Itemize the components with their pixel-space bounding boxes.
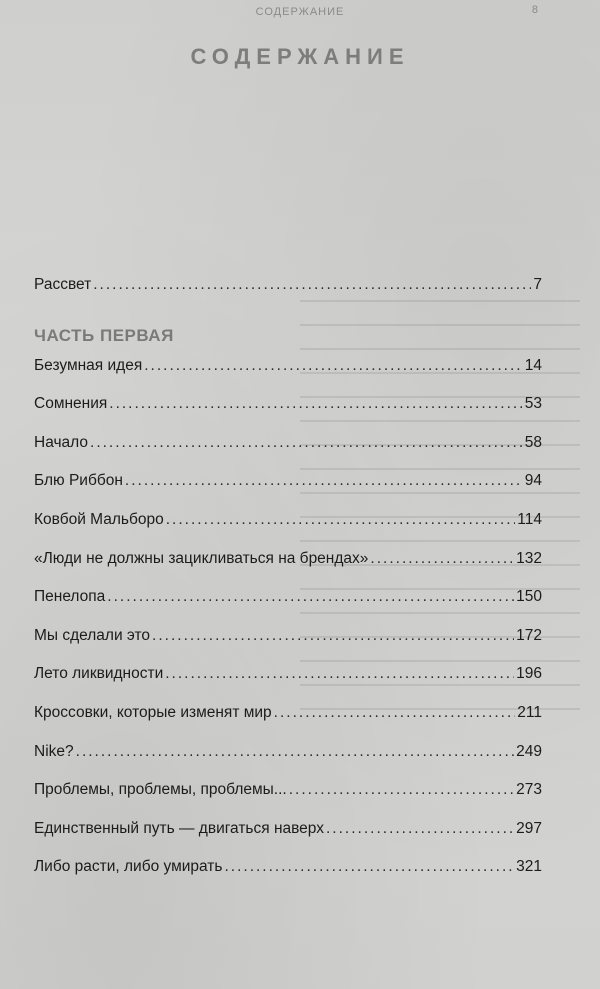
leader-dots (166, 511, 516, 529)
toc-entry-dawn (34, 276, 542, 315)
leader-dots (152, 627, 514, 645)
toc-entry-label: Сомнения (34, 395, 108, 413)
toc-entry-page: 7 (533, 276, 542, 293)
toc-entry-page: 132 (516, 549, 542, 567)
toc-entry-page: 14 (524, 356, 542, 374)
toc-entry (34, 588, 542, 627)
toc-entry-label: Либо расти, либо умирать (34, 858, 223, 876)
toc-entry (34, 357, 542, 396)
page-title: СОДЕРЖАНИЕ (190, 44, 410, 69)
toc-entry-label: Единственный путь — двигаться наверх (34, 819, 324, 837)
toc-entry-page: 172 (516, 626, 542, 644)
toc-entry-label: Мы сделали это (34, 626, 151, 644)
leader-dots (76, 743, 514, 761)
toc-entry-label: Пенелопа (34, 588, 106, 606)
toc-entry (34, 511, 542, 550)
toc-entry-label: Безумная идея (34, 356, 143, 374)
toc-entry-page: 94 (524, 472, 542, 490)
running-head: СОДЕРЖАНИЕ (255, 6, 345, 18)
toc-entry-label: Nike? (34, 742, 74, 760)
leader-dots (90, 434, 523, 452)
toc-entry-page: 114 (517, 510, 542, 528)
toc-entry-label: Блю Риббон (34, 472, 123, 490)
toc-entry-page: 150 (516, 588, 542, 606)
toc-entry (34, 434, 542, 473)
leader-dots (224, 858, 514, 876)
leader-dots (125, 472, 523, 490)
table-of-contents (34, 276, 542, 897)
leader-dots (370, 550, 514, 568)
toc-entry (34, 743, 542, 782)
leader-dots (289, 781, 514, 799)
toc-entry-page: 53 (524, 395, 542, 413)
leader-dots (326, 820, 514, 838)
leader-dots (107, 588, 514, 606)
leader-dots (144, 357, 523, 375)
toc-entry-page: 196 (516, 665, 542, 683)
leader-dots (165, 665, 514, 683)
toc-entry-page: 321 (516, 858, 542, 876)
toc-entry-label: Ковбой Мальборо (34, 510, 164, 528)
page-number: 8 (531, 4, 538, 16)
toc-entry (34, 858, 542, 897)
toc-entry (34, 550, 542, 589)
leader-dots (274, 704, 516, 722)
toc-entry (34, 665, 542, 704)
toc-entry (34, 395, 542, 434)
toc-entry-page: 58 (524, 433, 542, 451)
toc-entry (34, 472, 542, 511)
toc-entry-page: 249 (516, 742, 542, 760)
toc-entry (34, 627, 542, 666)
toc-entry-label: Проблемы, проблемы, проблемы... (34, 781, 287, 799)
leader-dots (109, 395, 522, 413)
toc-entry-label: «Люди не должны зацикливаться на брендах» (34, 549, 369, 567)
part-heading: ЧАСТЬ ПЕРВАЯ (34, 325, 174, 345)
toc-entry (34, 704, 542, 743)
leader-dots (93, 276, 531, 294)
toc-entry-page: 211 (517, 703, 542, 721)
toc-entry-page: 297 (516, 819, 542, 837)
toc-entry-label: Рассвет (34, 276, 92, 293)
toc-entry (34, 781, 542, 820)
toc-entry-label: Начало (34, 433, 89, 451)
toc-entry (34, 820, 542, 859)
toc-entry-page: 273 (516, 781, 542, 799)
toc-entry-label: Лето ликвидности (34, 665, 164, 683)
toc-entry-label: Кроссовки, которые изменят мир (34, 703, 272, 721)
